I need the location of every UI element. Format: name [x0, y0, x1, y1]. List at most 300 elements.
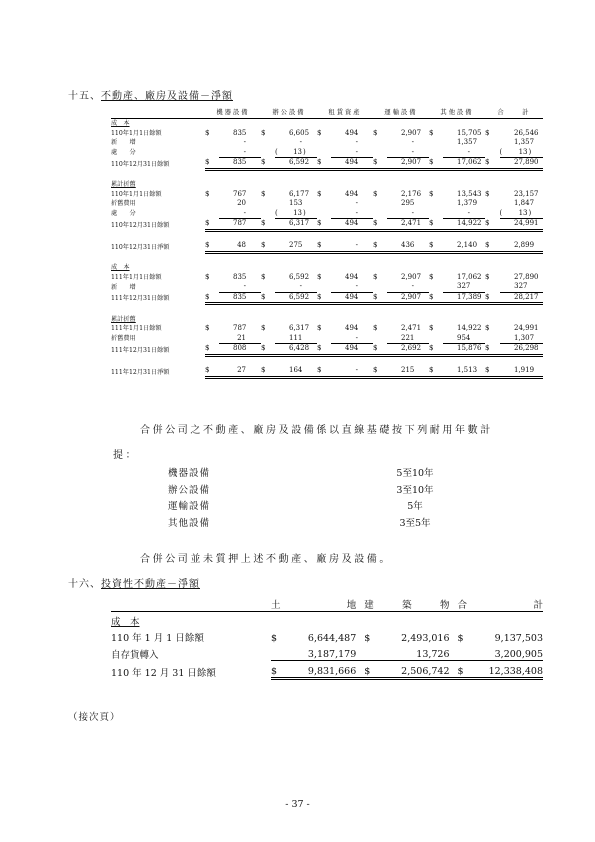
ppe-row-label-text: 111年12月31日淨額: [111, 368, 170, 376]
ppe-currency: $: [261, 241, 275, 252]
ppe-paren-open: [219, 292, 233, 304]
ppe-paren-open: [387, 158, 401, 170]
ppe-currency: $: [485, 292, 500, 304]
ppe-value: 787: [233, 219, 247, 231]
ppe-paren-open: [219, 190, 233, 200]
ppe-currency: $: [429, 158, 443, 170]
ppe-paren-open: [387, 282, 401, 292]
ppe-value: 436: [401, 241, 415, 252]
ppe-currency: [205, 138, 219, 148]
ppe-value: 221: [401, 333, 415, 342]
inv-value: 13,726: [374, 644, 449, 661]
ppe-paren-open: [387, 324, 401, 334]
ppe-paren-open: [443, 209, 457, 219]
ppe-value: -: [345, 148, 359, 158]
ppe-currency: [205, 282, 219, 292]
ppe-currency: $: [373, 324, 378, 332]
ppe-paren-close: [247, 199, 261, 209]
ppe-value: 6,605: [289, 128, 310, 137]
ppe-currency: [429, 199, 443, 209]
ppe-paren-open: [443, 324, 457, 334]
inv-column-header: [356, 596, 449, 612]
ppe-paren-open: [500, 344, 515, 356]
inv-currency: $: [356, 661, 374, 679]
ppe-currency: [205, 209, 219, 219]
ppe-value: 2,140: [457, 241, 471, 252]
ppe-row-label-text: 110年12月31日淨額: [111, 243, 170, 251]
ppe-paren-close: [359, 292, 373, 304]
ppe-row-label: [111, 263, 205, 273]
ppe-paren-close: [247, 190, 261, 200]
ppe-gap-row: [111, 169, 543, 180]
section-16-heading: [68, 575, 200, 590]
ppe-paren-open: (: [500, 209, 515, 219]
useful-life-paragraph-line2: 提：: [113, 450, 139, 461]
ppe-paren-open: [275, 241, 289, 252]
ppe-value: 13: [514, 148, 529, 158]
ppe-row-label-text: 折舊費用: [111, 200, 136, 207]
ppe-currency: $: [429, 366, 443, 377]
ppe-paren-open: [219, 282, 233, 292]
ppe-row-label-text: 110年12月31日餘額: [111, 160, 170, 168]
ppe-paren-close: [359, 241, 373, 252]
ppe-row: [111, 190, 543, 200]
ppe-gap-cell: [111, 169, 543, 180]
ppe-row-label-text: 110年12月31日餘額: [111, 221, 170, 229]
ppe-currency: $: [485, 189, 490, 198]
ppe-paren-open: [387, 138, 401, 148]
ppe-value: 295: [401, 199, 415, 207]
inv-header-char: 計: [533, 599, 543, 611]
ppe-paren-open: [443, 334, 457, 344]
ppe-paren-open: [387, 190, 401, 200]
ppe-row-label: [111, 334, 205, 344]
ppe-value: 17,062: [457, 158, 471, 170]
ppe-row-label-text: 處 分: [111, 210, 136, 217]
ppe-currency: $: [429, 189, 434, 198]
ppe-value: 494: [345, 324, 359, 332]
ppe-paren-open: [443, 241, 457, 252]
ppe-paren-open: (: [275, 209, 289, 219]
ppe-currency: $: [429, 241, 443, 252]
ppe-value: 808: [233, 344, 247, 356]
ppe-value: 27: [233, 366, 247, 377]
ppe-currency: [261, 334, 275, 344]
ppe-currency: $: [485, 344, 500, 356]
ppe-row-label-text: 111年12月31日餘額: [111, 295, 170, 302]
inv-currency: $: [450, 661, 468, 679]
inv-currency: $: [271, 661, 281, 679]
ppe-currency: [485, 199, 500, 209]
ppe-paren-open: [443, 148, 457, 158]
useful-life-item-name: 運輸設備: [168, 501, 211, 512]
ppe-paren-open: [443, 158, 457, 170]
ppe-paren-open: [219, 158, 233, 170]
ppe-value: 17,389: [457, 292, 471, 304]
ppe-paren-close: [247, 241, 261, 252]
ppe-row-label: [111, 119, 205, 129]
ppe-paren-open: [275, 334, 289, 344]
ppe-currency: $: [373, 344, 387, 356]
ppe-row: [111, 334, 543, 344]
ppe-value: 21: [233, 334, 247, 344]
ppe-paren-open: [443, 190, 457, 200]
inv-column-header: [450, 596, 543, 612]
ppe-row-label-text: 111年12月31日餘額: [111, 346, 170, 354]
ppe-paren-open: [331, 190, 345, 200]
ppe-value: 2,471: [401, 219, 415, 231]
ppe-value: -: [355, 199, 358, 207]
ppe-value: 954: [457, 333, 471, 342]
ppe-value: 28,217: [514, 292, 529, 304]
section-15-number: 十五、: [68, 91, 101, 102]
ppe-value: -: [345, 282, 359, 292]
ppe-currency: [373, 209, 387, 219]
ppe-paren-open: [331, 158, 345, 170]
ppe-currency: $: [429, 272, 434, 281]
inv-header-blank: [111, 596, 271, 612]
ppe-empty: [205, 315, 543, 325]
ppe-paren-close: [303, 199, 317, 209]
ppe-value: -: [345, 366, 359, 377]
ppe-row: [111, 282, 543, 292]
ppe-paren-close: [359, 344, 373, 356]
ppe-currency: $: [485, 158, 500, 170]
ppe-paren-close: [247, 209, 261, 219]
ppe-row-label: [111, 190, 205, 200]
ppe-paren-close: [303, 138, 317, 148]
ppe-paren-open: [219, 344, 233, 356]
ppe-paren-open: [219, 199, 233, 209]
ppe-paren-open: [443, 292, 457, 304]
investment-property-table: [111, 596, 543, 680]
ppe-paren-open: [219, 273, 233, 283]
ppe-currency: [205, 334, 219, 344]
ppe-value: 24,991: [514, 219, 529, 231]
ppe-value: 767: [233, 189, 247, 198]
ppe-header-blank: [111, 104, 205, 119]
ppe-paren-open: [275, 190, 289, 200]
ppe-gap-row: [111, 230, 543, 241]
ppe-currency: $: [205, 366, 219, 377]
section-16-title: 投資性不動產－淨額: [101, 579, 200, 590]
ppe-paren-open: [331, 219, 345, 231]
ppe-row-label: [111, 292, 205, 304]
useful-life-item-years: 5年: [407, 501, 423, 512]
page-number: - 37 -: [285, 799, 310, 810]
ppe-paren-open: [331, 334, 345, 344]
ppe-value: 6,592: [289, 272, 310, 281]
ppe-currency: $: [317, 128, 322, 137]
ppe-paren-open: [331, 292, 345, 304]
ppe-value: -: [457, 148, 471, 158]
ppe-paren-open: [219, 366, 233, 377]
ppe-column-header: 機器設備: [205, 104, 261, 119]
ppe-value: -: [299, 138, 302, 146]
ppe-currency: [317, 209, 331, 219]
ppe-column-header: 租賃資產: [317, 104, 373, 119]
ppe-paren-close: [471, 282, 485, 292]
ppe-value: 6,317: [289, 219, 303, 231]
inv-row: [111, 644, 543, 661]
useful-life-item-years: 3至10年: [396, 484, 434, 496]
ppe-paren-open: [331, 366, 345, 377]
ppe-row-label: [111, 344, 205, 356]
ppe-paren-open: [500, 129, 515, 139]
ppe-paren-open: [500, 324, 515, 334]
ppe-value: -: [457, 209, 471, 219]
ppe-row: [111, 219, 543, 231]
ppe-currency: [317, 334, 331, 344]
inv-value: 3,200,905: [468, 644, 543, 661]
ppe-currency: $: [205, 324, 210, 332]
ppe-currency: $: [373, 189, 378, 198]
ppe-paren-open: [443, 344, 457, 356]
ppe-paren-close: [415, 241, 429, 252]
ppe-value: 27,890: [514, 272, 539, 281]
ppe-currency: $: [261, 344, 275, 356]
inv-currency: [450, 644, 468, 661]
ppe-value: -: [233, 209, 247, 219]
ppe-value: -: [345, 241, 359, 252]
ppe-value: -: [243, 138, 246, 146]
ppe-value: -: [345, 334, 359, 344]
ppe-currency: $: [261, 292, 275, 304]
continued-note: （接次頁）: [68, 712, 121, 723]
inv-column-header-text: [271, 597, 356, 611]
ppe-value: 24,991: [514, 324, 539, 332]
ppe-value: 23,157: [514, 189, 539, 198]
ppe-currency: $: [373, 272, 378, 281]
ppe-currency: $: [317, 158, 331, 170]
ppe-currency: $: [373, 241, 387, 252]
ppe-currency: [429, 334, 443, 344]
inv-category-text: 成 本: [111, 617, 140, 628]
ppe-paren-open: [275, 292, 289, 304]
ppe-row: [111, 344, 543, 356]
ppe-paren-close: [415, 138, 429, 148]
ppe-currency: $: [261, 128, 266, 137]
ppe-paren-open: [275, 282, 289, 292]
ppe-currency: $: [429, 128, 434, 137]
ppe-paren-open: [387, 219, 401, 231]
ppe-currency: $: [205, 292, 219, 304]
ppe-currency: $: [429, 292, 443, 304]
ppe-value: 13: [289, 148, 303, 158]
ppe-paren-close: [359, 209, 373, 219]
inv-currency: $: [271, 633, 278, 644]
ppe-paren-open: [275, 273, 289, 283]
ppe-row: [111, 180, 543, 190]
ppe-currency: $: [485, 128, 490, 137]
ppe-currency: [485, 138, 500, 148]
ppe-currency: $: [429, 324, 434, 332]
inv-value: 2,493,016: [401, 633, 450, 644]
ppe-paren-close: [247, 129, 261, 139]
ppe-currency: [261, 199, 275, 209]
ppe-paren-close: [247, 219, 261, 231]
ppe-currency: [373, 148, 387, 158]
ppe-paren-open: (: [500, 148, 515, 158]
ppe-paren-close: [359, 334, 373, 344]
ppe-value: 2,907: [401, 292, 415, 304]
ppe-row: [111, 273, 543, 283]
ppe-currency: $: [429, 344, 443, 356]
ppe-paren-open: [331, 344, 345, 356]
ppe-paren-open: [387, 273, 401, 283]
ppe-paren-open: [500, 273, 515, 283]
ppe-currency: $: [317, 272, 322, 281]
ppe-paren-open: [219, 138, 233, 148]
ppe-paren-open: [387, 148, 401, 158]
ppe-value: 2,471: [401, 324, 422, 332]
ppe-value: 2,692: [401, 344, 415, 356]
ppe-value: -: [233, 282, 247, 292]
ppe-value: 6,177: [289, 189, 310, 198]
ppe-paren-close: [247, 282, 261, 292]
ppe-row-label: [111, 148, 205, 158]
ppe-value: 2,907: [401, 128, 422, 137]
ppe-row-label-text: 累計折舊: [111, 315, 136, 323]
ppe-currency: $: [205, 189, 210, 198]
ppe-column-header: 辦公設備: [261, 104, 317, 119]
ppe-row-label: [111, 219, 205, 231]
ppe-currency: $: [485, 366, 500, 377]
ppe-paren-open: [331, 241, 345, 252]
ppe-gap-row: [111, 252, 543, 263]
ppe-paren-open: [275, 324, 289, 334]
ppe-currency: [429, 282, 443, 292]
ppe-currency: [429, 209, 443, 219]
ppe-paren-open: [443, 219, 457, 231]
section-15-title: 不動產、廠房及設備－淨額: [101, 91, 233, 102]
ppe-value: 835: [233, 128, 247, 137]
ppe-row-label: [111, 315, 205, 325]
ppe-value: 15,876: [457, 344, 471, 356]
ppe-currency: [317, 282, 331, 292]
ppe-row: [111, 138, 543, 148]
ppe-paren-open: [387, 366, 401, 377]
ppe-paren-close: [303, 282, 317, 292]
ppe-value: 2,907: [401, 158, 415, 170]
ppe-paren-open: [219, 148, 233, 158]
ppe-paren-open: [387, 334, 401, 344]
ppe-currency: $: [317, 366, 331, 377]
ppe-column-header: 運輸設備: [373, 104, 429, 119]
ppe-currency: [205, 199, 219, 209]
ppe-value: 1,307: [514, 333, 535, 342]
ppe-paren-close: [415, 199, 429, 209]
ppe-currency: $: [317, 189, 322, 198]
ppe-paren-close: [247, 334, 261, 344]
ppe-row-label-text: 111年1月1日餘額: [111, 325, 162, 332]
ppe-gap-cell: [111, 355, 543, 366]
ppe-row-label: [111, 324, 205, 334]
ppe-paren-open: [275, 366, 289, 377]
ppe-value: 327: [514, 282, 528, 290]
inv-header-char: 合: [457, 599, 468, 611]
ppe-row: [111, 129, 543, 139]
ppe-currency: $: [205, 158, 219, 170]
ppe-row-label-text: 成 本: [111, 264, 130, 271]
ppe-paren-close: [359, 148, 373, 158]
ppe-currency: $: [317, 219, 331, 231]
ppe-paren-open: [331, 129, 345, 139]
ppe-paren-open: [219, 129, 233, 139]
pledge-paragraph: 合併公司並未質押上述不動產、廠房及設備。: [140, 554, 392, 565]
ppe-paren-close: [247, 158, 261, 170]
ppe-paren-open: [443, 282, 457, 292]
ppe-row-label: [111, 138, 205, 148]
ppe-paren-open: [331, 209, 345, 219]
ppe-paren-close: [415, 148, 429, 158]
ppe-paren-open: [275, 199, 289, 209]
ppe-paren-open: [387, 129, 401, 139]
ppe-value: -: [345, 209, 359, 219]
inv-value: 6,644,487: [307, 633, 357, 644]
ppe-value: 26,546: [514, 128, 539, 137]
ppe-row: [111, 158, 543, 170]
ppe-row-label: [111, 129, 205, 139]
ppe-currency: $: [317, 324, 322, 332]
ppe-currency: $: [373, 128, 378, 137]
ppe-row-label: [111, 209, 205, 219]
ppe-currency: [373, 282, 387, 292]
ppe-currency: $: [373, 158, 387, 170]
inv-category-row: [111, 612, 543, 629]
ppe-currency: $: [205, 241, 219, 252]
ppe-paren-close: [529, 282, 544, 292]
ppe-row: [111, 366, 543, 377]
ppe-value: 494: [345, 128, 359, 137]
ppe-paren-open: [331, 138, 345, 148]
inv-value: 9,137,503: [494, 633, 543, 644]
ppe-value: -: [289, 282, 303, 292]
ppe-paren-open: [500, 138, 515, 148]
ppe-row: [111, 324, 543, 334]
ppe-row-label-text: 110年1月1日餘額: [111, 129, 162, 137]
ppe-row-label: [111, 282, 205, 292]
ppe-gap-cell: [111, 252, 543, 263]
ppe-row-label: [111, 366, 205, 377]
ppe-currency: $: [485, 219, 500, 231]
ppe-currency: $: [261, 219, 275, 231]
ppe-paren-open: [500, 199, 515, 209]
ppe-paren-close: [359, 366, 373, 377]
ppe-paren-close: [359, 129, 373, 139]
ppe-paren-close: [247, 138, 261, 148]
ppe-row-label-text: 新 增: [111, 283, 136, 291]
ppe-value: 1,357: [457, 138, 478, 146]
ppe-gap-row: [111, 355, 543, 366]
ppe-currency: [429, 148, 443, 158]
inv-header-char: 土: [271, 599, 281, 611]
useful-life-item-years: 5至10年: [396, 468, 434, 479]
ppe-row: [111, 119, 543, 129]
ppe-paren-close: [359, 273, 373, 283]
ppe-value: 111: [289, 333, 303, 342]
ppe-currency: $: [485, 324, 490, 332]
ppe-paren-open: [275, 138, 289, 148]
inv-column-header-text: [364, 597, 449, 611]
inv-value: 9,831,666: [281, 661, 356, 679]
ppe-paren-open: [219, 334, 233, 344]
inv-row: [111, 661, 543, 679]
ppe-value: 14,922: [457, 324, 482, 332]
ppe-paren-close: ): [529, 148, 544, 158]
ppe-value: 494: [345, 292, 359, 304]
ppe-paren-close: [247, 366, 261, 377]
